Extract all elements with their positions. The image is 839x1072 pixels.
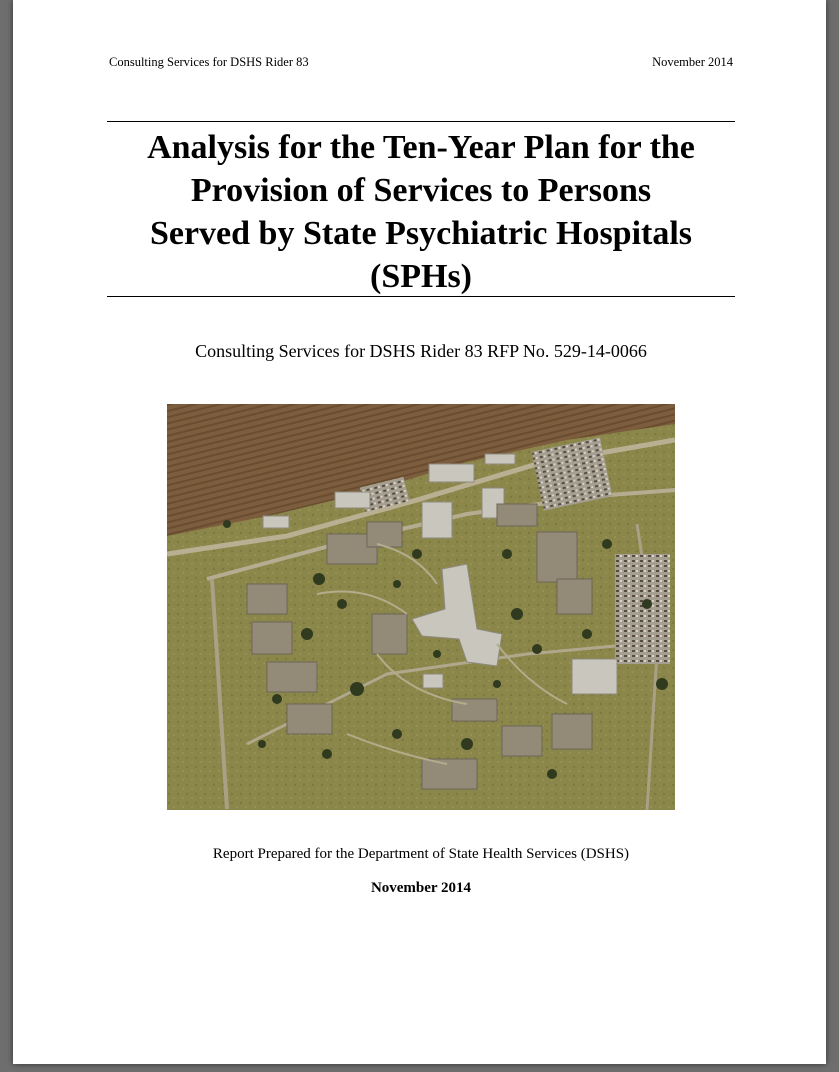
header-date: November 2014	[652, 55, 733, 69]
document-subtitle: Consulting Services for DSHS Rider 83 RFP No. 529-14-0066	[195, 341, 647, 361]
title-line-3: Served by State Psychiatric Hospitals	[149, 215, 693, 252]
running-header	[109, 55, 733, 71]
aerial-photo	[167, 404, 675, 810]
prepared-for-line: Report Prepared for the Department of State Health Services (DSHS)	[212, 846, 630, 862]
document-title	[83, 126, 759, 298]
title-line-4: (SPHs)	[370, 258, 472, 295]
title-bottom-rule	[107, 296, 735, 297]
header-left-text: Consulting Services for DSHS Rider 83	[109, 55, 309, 69]
title-line-2: Provision of Services to Persons	[190, 172, 652, 209]
title-top-rule	[107, 121, 735, 122]
report-date: November 2014	[370, 880, 472, 896]
document-page	[13, 0, 826, 1064]
title-line-1: Analysis for the Ten-Year Plan for the	[147, 129, 695, 166]
